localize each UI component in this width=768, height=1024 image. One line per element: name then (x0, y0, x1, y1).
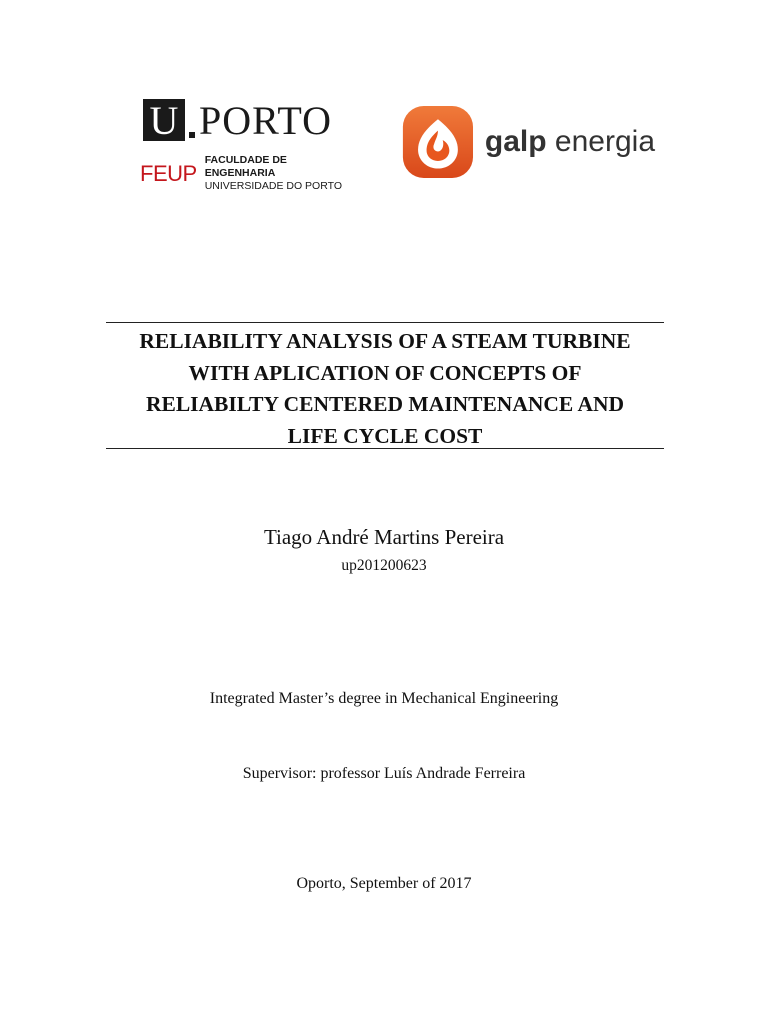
uporto-wordmark (143, 99, 332, 141)
uporto-u-letter: U (149, 98, 179, 143)
feup-line-2: UNIVERSIDADE DO PORTO (204, 180, 342, 192)
galp-flame-icon (401, 100, 475, 184)
uporto-feup-logo (140, 98, 352, 192)
student-id: up201200623 (341, 557, 427, 574)
feup-subtitle (205, 154, 352, 193)
title-top-rule (106, 322, 664, 323)
galp-word: galp (484, 125, 547, 158)
title-line-2: WITH APLICATION OF CONCEPTS OF (188, 360, 582, 385)
galp-wordmark (485, 125, 655, 159)
feup-wordmark (140, 154, 352, 193)
title-line-1: RELIABILITY ANALYSIS OF A STEAM TURBINE (139, 329, 631, 353)
author-name: Tiago André Martins Pereira (263, 525, 505, 549)
thesis-title (106, 326, 664, 452)
feup-line-1: FACULDADE DE ENGENHARIA (204, 154, 287, 179)
supervisor: Supervisor: professor Luís Andrade Ferreira (242, 765, 526, 782)
degree-program: Integrated Master’s degree in Mechanical Engineering (209, 690, 559, 707)
uporto-u-box (143, 99, 185, 141)
energia-word: energia (554, 125, 655, 158)
uporto-porto-word: PORTO (199, 98, 333, 143)
title-line-3: RELIABILTY CENTERED MAINTENANCE AND (145, 392, 625, 416)
place-and-date: Oporto, September of 2017 (296, 875, 472, 892)
title-bottom-rule (106, 448, 664, 449)
uporto-dot (189, 132, 195, 138)
title-line-4: LIFE CYCLE COST (287, 423, 483, 448)
galp-energia-logo (401, 100, 655, 184)
feup-acronym: FEUP (140, 160, 197, 186)
